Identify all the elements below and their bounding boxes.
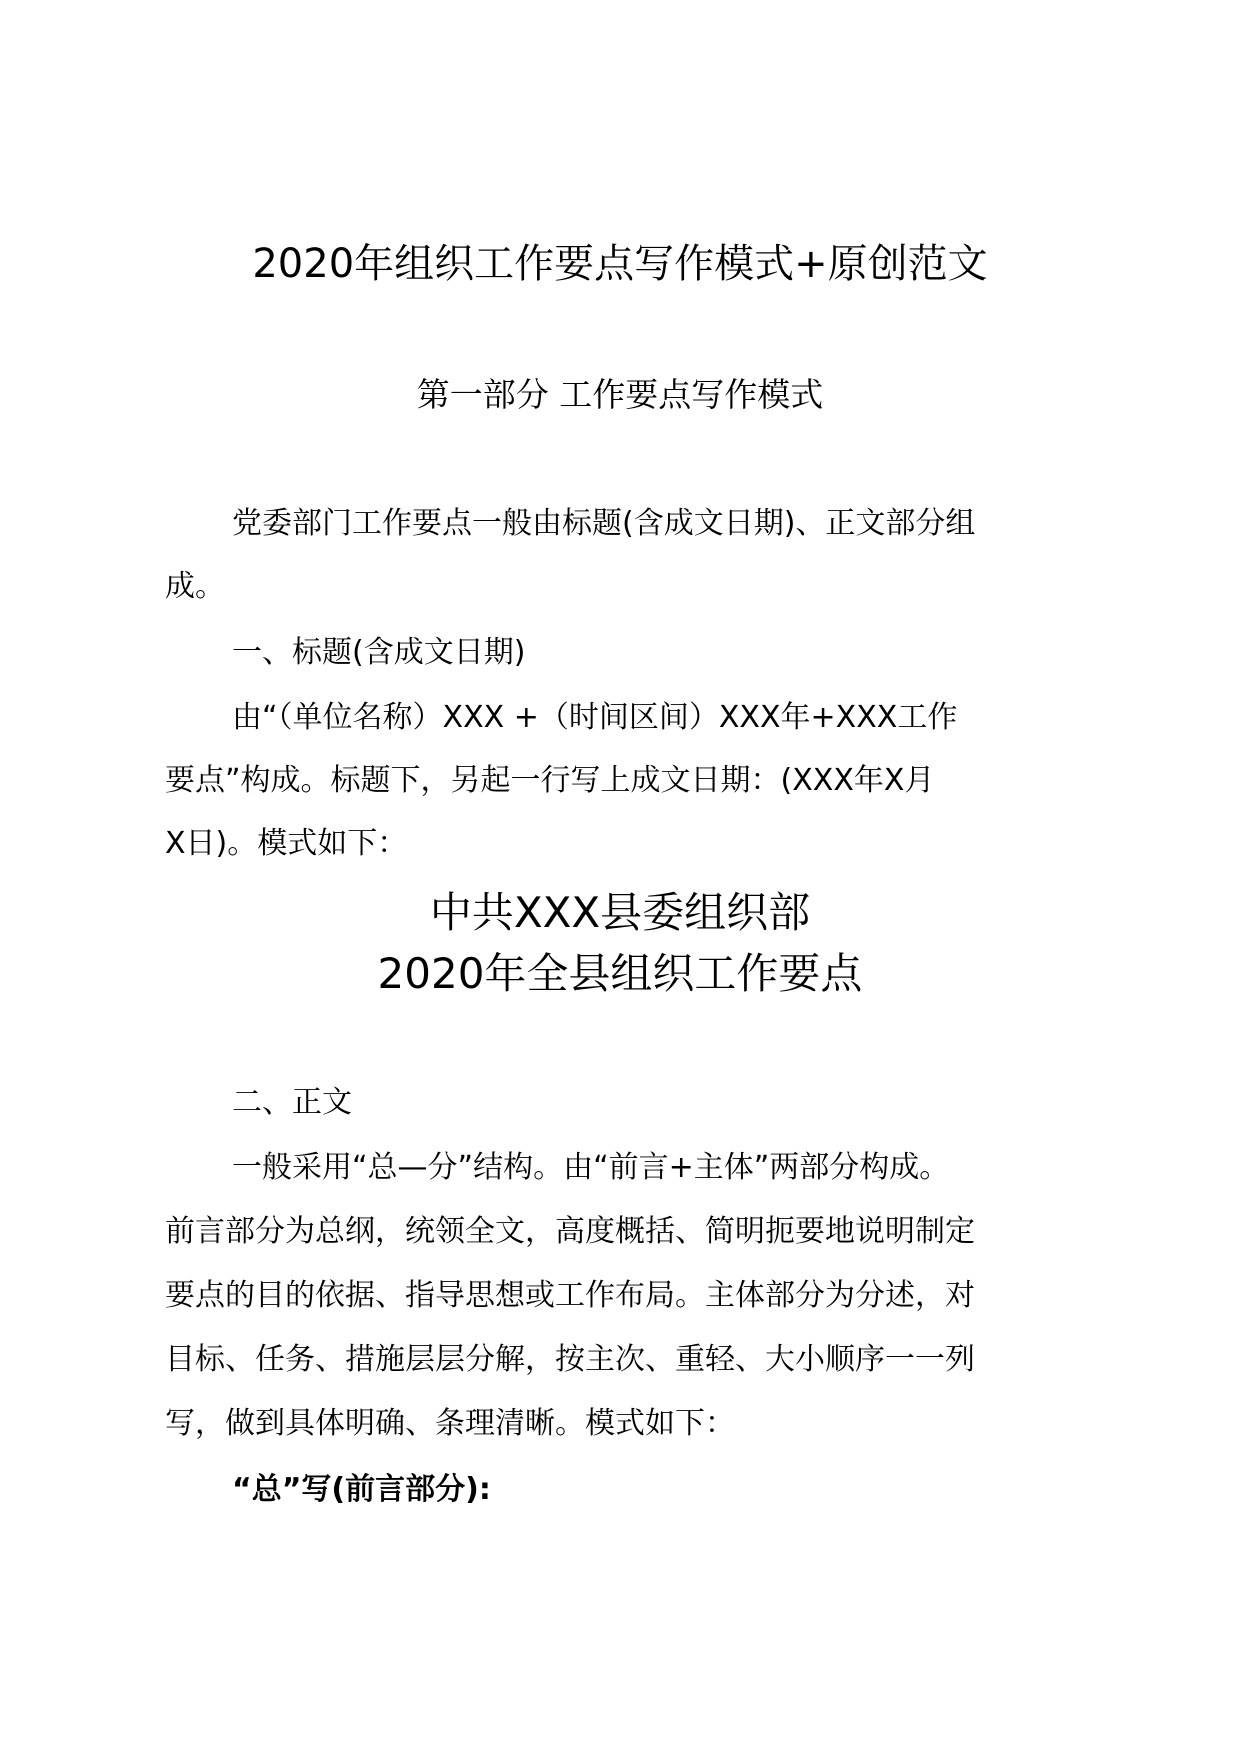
- example-title-line-1: 中共XXX县委组织部: [429, 888, 811, 937]
- section2-line-2: 前言部分为总纲，统领全文，高度概括、简明扼要地说明制定: [165, 1214, 975, 1249]
- section1-line-1: 由“（单位名称）XXX +（时间区间）XXX年+XXX工作: [232, 700, 958, 735]
- section2-line-4: 目标、任务、措施层层分解，按主次、重轻、大小顺序一一列: [165, 1342, 975, 1377]
- section1-heading: 一、标题(含成文日期): [232, 635, 526, 670]
- section2-heading: 二、正文: [232, 1085, 352, 1120]
- document-title: 2020年组织工作要点写作模式+原创范文: [252, 241, 988, 287]
- part-heading: 第一部分 工作要点写作模式: [416, 375, 824, 414]
- section2-line-1: 一般采用“总—分”结构。由“前言+主体”两部分构成。: [232, 1150, 950, 1185]
- bold-subheading: “总”写(前言部分):: [232, 1472, 491, 1507]
- example-title-line-2: 2020年全县组织工作要点: [377, 949, 863, 998]
- section2-line-3: 要点的目的依据、指导思想或工作布局。主体部分为分述，对: [165, 1278, 975, 1313]
- section1-line-2: 要点”构成。标题下，另起一行写上成文日期：(XXX年X月: [165, 763, 935, 798]
- section1-line-3: X日)。模式如下：: [165, 826, 408, 861]
- section2-line-5: 写，做到具体明确、条理清晰。模式如下：: [165, 1406, 735, 1441]
- intro-line-2: 成。: [165, 569, 225, 604]
- intro-line-1: 党委部门工作要点一般由标题(含成文日期)、正文部分组: [232, 506, 976, 541]
